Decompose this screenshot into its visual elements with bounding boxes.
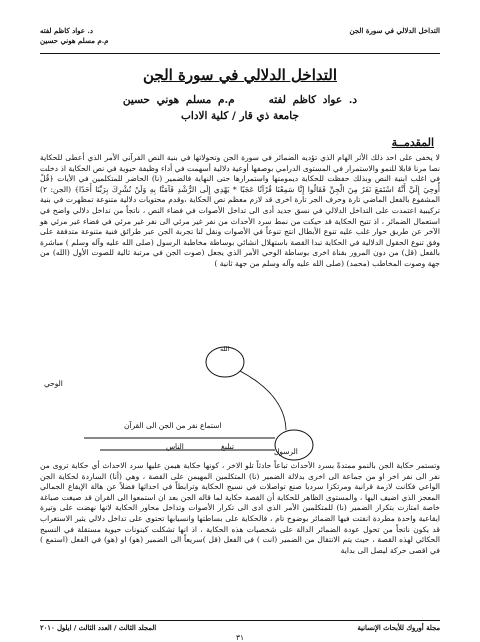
running-header-title: التداخل الدلالي في سورة الجن xyxy=(349,26,440,35)
affiliation: جامعة ذي قار / كلية الاداب xyxy=(181,110,299,122)
diagram-label-istima: استماع نفر من الجن الى القرآن xyxy=(124,421,222,430)
section-heading: المقدمــة xyxy=(391,136,434,149)
body-paragraph-2: وتستمر حكاية الجن بالنمو ممتدةً بسرد الأحداث تباعاً حادثاً تلو الاخر ، كونها حكاية هيمن عليها سرد الاحداث أي حكاية تروى من نفر الى نفر اخر او من جماعة الى اخرى بدلالة الضمير (نا) المتكلمين المهيمن على القصة ، وهي (أنا) الساردة لحكاية الجن الواعي فكانت لازمة قرانية ومرتكزا سرديا صنع تواصلات في نسيج الحكاية وترابطاً في احداثها فضلاً عن هالة الإيقاع الجمالي المعجز الذي اضيف اليها ، والمستوى الظاهر للحكاية أن القصة حكاية لما قاله الجن بعد ان استمعوا الى القران قد صيغت صياغة خاصة امتازت بتكرار الضمير (نا) للمتكلمين الأمر الذي ادى الى تكرار الأصوات وتداخل محاور الحكاية لانها نهضت على وتيرة ايقاعية واحدة مطردة انفتت فيها الضمائر بوضوح تام ، فالحكاية على بساطتها وانسيابها تحتوي على تداخل دلالي يثير الاستغراب قد يكون ناتجاً من تحول عودة الضمائر الدالة على شخصيات هذه الحكاية ، اذ انها تشكلت كينونات حيوية مستقلة في النسيج الحكائي لهذه القصة ، حيث يتم الانتقال من الضمير (انت ) في الفعل (قل )سريعاً الى الضمير (هو) او (هو) في الفعل (استمع ) في اقصى حركة ليصل الى بداية xyxy=(40,461,440,555)
author-2: م.م مسلم هوني حسين xyxy=(122,94,235,106)
running-header-author-2: م.م مسلم هوني حسين xyxy=(40,36,109,45)
author-1: د. عواد كاظم لفته xyxy=(268,94,358,106)
body-paragraph-1: لا يخفى على احد ذلك الأثر الهام الذي تؤديه الضمائر في سورة الجن وتحولاتها في بنية النص القرآني الأمر الذي أعطى للحكاية نصا مرنا قابلا للنمو والاستمرار في المستوى الدرامي بوصفها أوعية دلالية أسهمت في أداء وظيفة حيوية في نص الحكاية اذ دخلت في اغلب ابنية النص وبذلك حفظت للحكاية ديمومتها واستمرارها حتى النهاية فالضمير (نا) الحاضر للمتكلمين في الأيات ﴿قُلْ أُوحِيَ إِلَيَّ أَنَّهُ اسْتَمَعَ نَفَرٌ مِنَ الْجِنِّ فَقَالُوا إِنَّا سَمِعْنَا قُرْآنًا عَجَبًا * يَهْدِي إِلَى الرُّشْدِ فَآمَنَّا بِهِ وَلَنْ نُشْرِكَ بِرَبِّنَا أَحَدًا﴾ (الجن: ٢) المشفوع بالفعل الماضي تارة وحرف الجر تارة اخرى قد لازم معظم نص الحكاية ،وقدم محتويات دلالية متنوعة تمظهرت في بنية تركيبية اعتمدت على التداخل الدلالي في نسق جديد أدى الى تداخل الأصوات في فضاء النص ، ناتجاً من تداخل دلالي واضح في استعمال الضمائر ، اذ تتيح الحكاية قد حيكت من نمط سرد الأحداث من نفر غير مرئي الى نفر غير مرئي في فضاء غير مرئي هو الآخر عن طريق حوار غلب عليه تنوع الأبطال انتج تنوعاً في الأصوات ونقل لنا تجربة الجن عبر طرائق فنية متنوعة متدفقة على وفق تنوع الحقول الدلالية في الحكاية تبدا القصة باستهلال انشائي بوساطة مخاطبة الرسول (صلى الله عليه وآله وسلم ) مباشرة بالفعل (قل) من دون المرور بقناة اخرى بوساطة الوحي الأمر الذي يجعل (صوت الجن في مرتبة ثالية للصوت الأول (الله) من جهة وصوت المخاطب (محمد) (صلى الله عليه وآله وسلم من جهة ثانية ) xyxy=(40,153,440,268)
author-line xyxy=(0,94,480,106)
diagram-label-nas: الناس xyxy=(166,442,184,451)
page-number: ٣١ xyxy=(235,633,245,642)
diagram-label-tablig: تبليغ xyxy=(221,442,234,451)
diagram-label-wahy: الوحي xyxy=(44,379,63,388)
diagram-graphics xyxy=(40,340,440,462)
header-rule xyxy=(40,53,440,54)
footer-journal-name: مجلة أوروك للأبحاث الإنسانية xyxy=(357,624,440,632)
diagram-label-allah: الله xyxy=(220,345,230,353)
voices-diagram xyxy=(40,340,440,462)
footer-rule xyxy=(40,620,440,621)
arrow-wahy-curve xyxy=(240,371,286,430)
article-title: التداخل الدلالي في سورة الجن xyxy=(143,66,337,84)
running-header-authors xyxy=(40,26,109,46)
diagram-label-rasul: الرسول xyxy=(274,447,298,456)
footer-issue-info: المجلد الثالث / العدد الثالث / ايلول ٢٠١٠ xyxy=(40,624,157,632)
running-header-author-1: د. عواد كاظم لفته xyxy=(40,26,93,35)
